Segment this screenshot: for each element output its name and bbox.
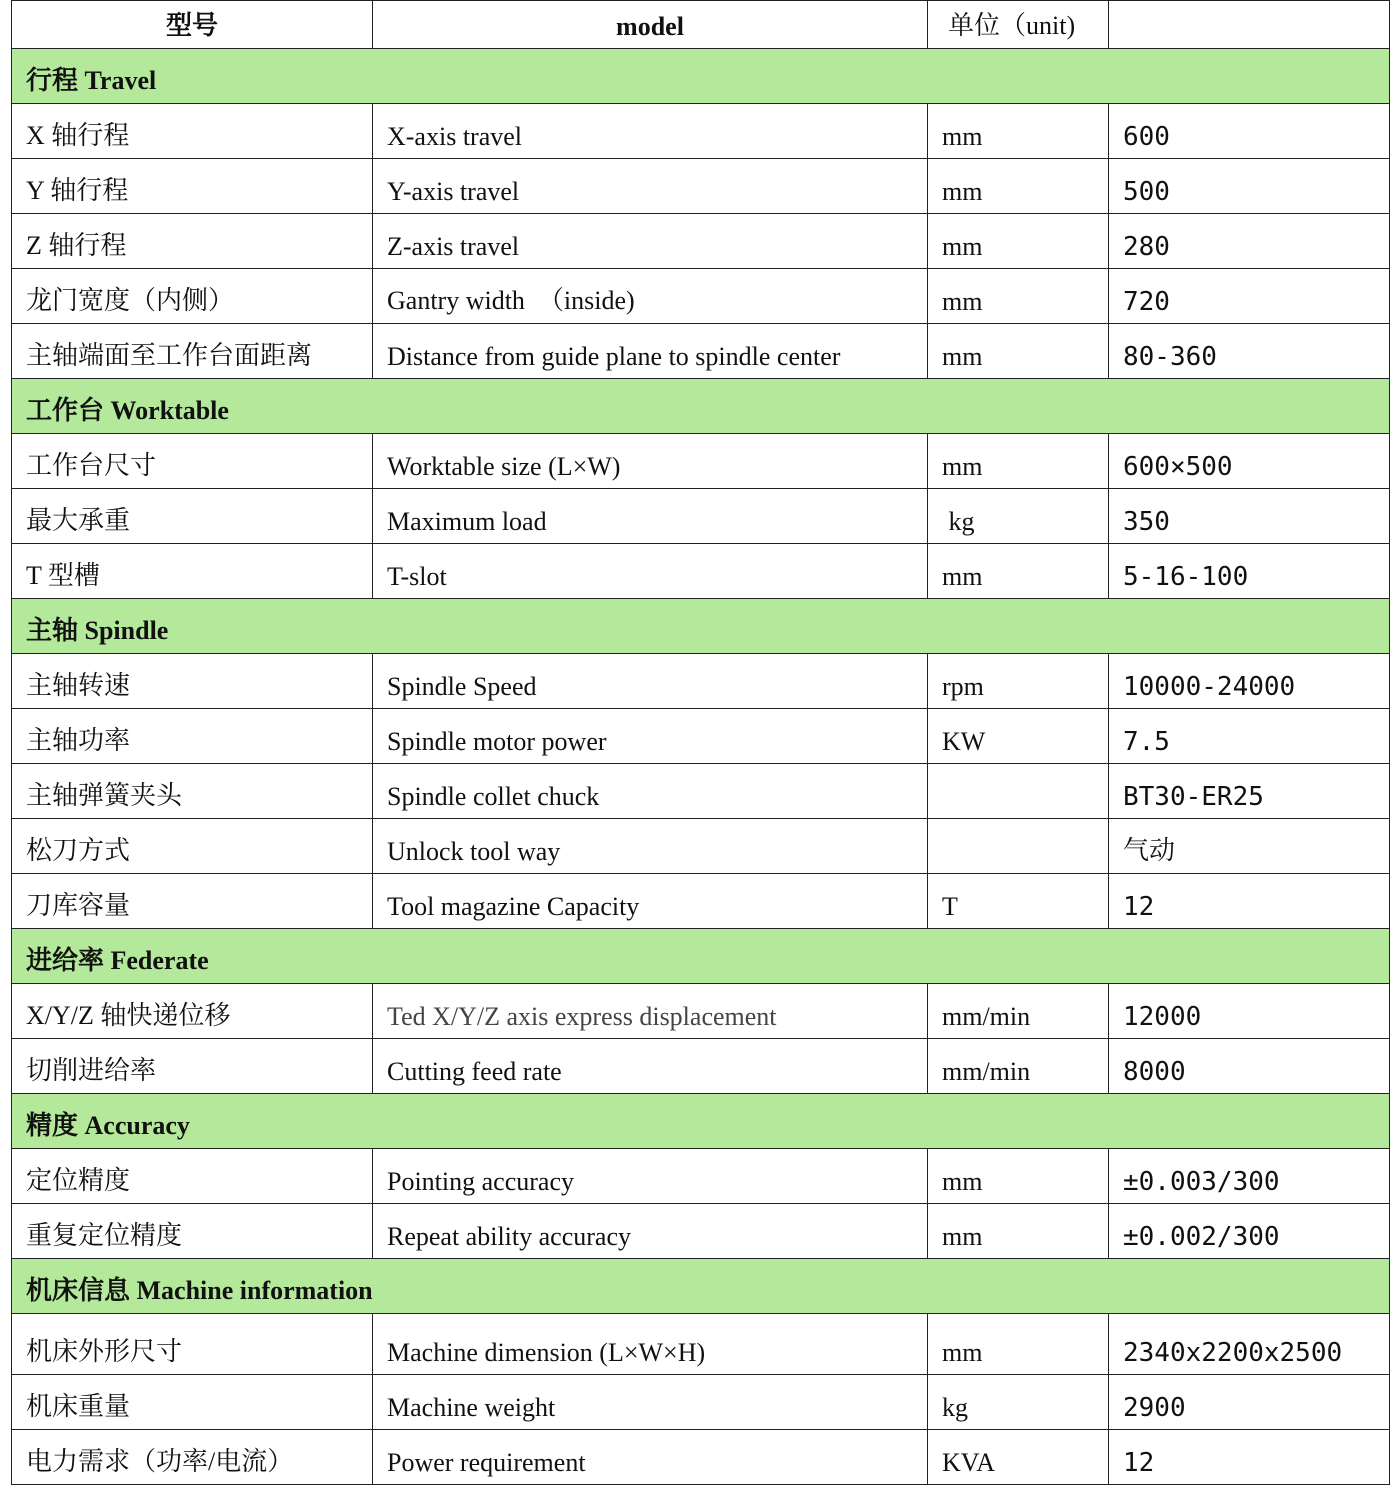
cell-value: 12 xyxy=(1109,874,1390,929)
cell-en: Tool magazine Capacity xyxy=(373,874,928,929)
table-row xyxy=(12,214,1390,269)
cell-value: 7.5 xyxy=(1109,709,1390,764)
cell-value: 350 xyxy=(1109,489,1390,544)
table-row xyxy=(12,709,1390,764)
cell-cn: X/Y/Z 轴快递位移 xyxy=(12,984,373,1039)
cell-cn: 主轴端面至工作台面距离 xyxy=(12,324,373,379)
cell-en: Maximum load xyxy=(373,489,928,544)
cell-unit: mm xyxy=(928,214,1109,269)
table-row xyxy=(12,819,1390,874)
cell-unit: T xyxy=(928,874,1109,929)
cell-value: 2340x2200x2500 xyxy=(1109,1314,1390,1375)
table-row xyxy=(12,104,1390,159)
cell-en: Power requirement xyxy=(373,1430,928,1485)
cell-en: Spindle collet chuck xyxy=(373,764,928,819)
cell-en: Spindle Speed xyxy=(373,654,928,709)
cell-value: 600×500 xyxy=(1109,434,1390,489)
table-row xyxy=(12,1375,1390,1430)
table-row xyxy=(12,269,1390,324)
table-row xyxy=(12,544,1390,599)
section-title: 主轴 Spindle xyxy=(12,599,1390,654)
table-row xyxy=(12,489,1390,544)
section-title: 精度 Accuracy xyxy=(12,1094,1390,1149)
table-row xyxy=(12,324,1390,379)
table-row xyxy=(12,654,1390,709)
cell-en: Ted X/Y/Z axis express displacement xyxy=(373,984,928,1039)
cell-unit: rpm xyxy=(928,654,1109,709)
section-title: 工作台 Worktable xyxy=(12,379,1390,434)
table-row xyxy=(12,1430,1390,1485)
header-model-cn: 型号 xyxy=(12,1,373,49)
cell-cn: 龙门宽度（内侧） xyxy=(12,269,373,324)
section-row-accuracy xyxy=(12,1094,1390,1149)
cell-unit: mm xyxy=(928,159,1109,214)
table-row xyxy=(12,1039,1390,1094)
cell-cn: 松刀方式 xyxy=(12,819,373,874)
cell-cn: T 型槽 xyxy=(12,544,373,599)
spec-table xyxy=(11,0,1390,1485)
table-row xyxy=(12,1314,1390,1375)
cell-value: 12000 xyxy=(1109,984,1390,1039)
section-row-travel xyxy=(12,49,1390,104)
header-row xyxy=(12,1,1390,49)
cell-en: Spindle motor power xyxy=(373,709,928,764)
cell-value: 280 xyxy=(1109,214,1390,269)
cell-en: Cutting feed rate xyxy=(373,1039,928,1094)
cell-en: Pointing accuracy xyxy=(373,1149,928,1204)
cell-unit: KW xyxy=(928,709,1109,764)
cell-unit: mm/min xyxy=(928,1039,1109,1094)
section-title: 行程 Travel xyxy=(12,49,1390,104)
cell-unit: mm xyxy=(928,1314,1109,1375)
cell-cn: 电力需求（功率/电流） xyxy=(12,1430,373,1485)
cell-unit xyxy=(928,764,1109,819)
cell-unit: kg xyxy=(928,489,1109,544)
table-row xyxy=(12,764,1390,819)
cell-cn: 最大承重 xyxy=(12,489,373,544)
cell-unit: mm xyxy=(928,269,1109,324)
table-row xyxy=(12,874,1390,929)
table-row xyxy=(12,1204,1390,1259)
cell-cn: 刀库容量 xyxy=(12,874,373,929)
cell-unit: mm xyxy=(928,434,1109,489)
cell-en: Machine weight xyxy=(373,1375,928,1430)
cell-cn: Y 轴行程 xyxy=(12,159,373,214)
section-row-federate xyxy=(12,929,1390,984)
cell-value: 10000-24000 xyxy=(1109,654,1390,709)
cell-value: 气动 xyxy=(1109,819,1390,874)
cell-cn: 主轴功率 xyxy=(12,709,373,764)
cell-en: Distance from guide plane to spindle center xyxy=(373,324,928,379)
cell-value: 720 xyxy=(1109,269,1390,324)
cell-unit: mm xyxy=(928,324,1109,379)
table-row xyxy=(12,159,1390,214)
section-title: 进给率 Federate xyxy=(12,929,1390,984)
header-value xyxy=(1109,1,1390,49)
cell-value: 600 xyxy=(1109,104,1390,159)
cell-value: 80-360 xyxy=(1109,324,1390,379)
cell-en: Z-axis travel xyxy=(373,214,928,269)
section-row-worktable xyxy=(12,379,1390,434)
section-title: 机床信息 Machine information xyxy=(12,1259,1390,1314)
cell-en: Machine dimension (L×W×H) xyxy=(373,1314,928,1375)
cell-value: 8000 xyxy=(1109,1039,1390,1094)
cell-unit: mm/min xyxy=(928,984,1109,1039)
cell-unit xyxy=(928,819,1109,874)
cell-cn: X 轴行程 xyxy=(12,104,373,159)
cell-en: Y-axis travel xyxy=(373,159,928,214)
cell-value: ±0.003/300 xyxy=(1109,1149,1390,1204)
table-row xyxy=(12,434,1390,489)
cell-unit: mm xyxy=(928,104,1109,159)
cell-en: T-slot xyxy=(373,544,928,599)
section-row-spindle xyxy=(12,599,1390,654)
table-row xyxy=(12,984,1390,1039)
cell-value: 5-16-100 xyxy=(1109,544,1390,599)
cell-en: X-axis travel xyxy=(373,104,928,159)
cell-unit: mm xyxy=(928,1149,1109,1204)
cell-cn: 切削进给率 xyxy=(12,1039,373,1094)
cell-cn: 主轴弹簧夹头 xyxy=(12,764,373,819)
section-row-machine-information xyxy=(12,1259,1390,1314)
cell-cn: 重复定位精度 xyxy=(12,1204,373,1259)
cell-unit: KVA xyxy=(928,1430,1109,1485)
cell-cn: 机床重量 xyxy=(12,1375,373,1430)
cell-value: 12 xyxy=(1109,1430,1390,1485)
cell-en: Repeat ability accuracy xyxy=(373,1204,928,1259)
cell-unit: kg xyxy=(928,1375,1109,1430)
cell-unit: mm xyxy=(928,1204,1109,1259)
cell-en: Unlock tool way xyxy=(373,819,928,874)
cell-value: BT30-ER25 xyxy=(1109,764,1390,819)
cell-cn: 主轴转速 xyxy=(12,654,373,709)
table-row xyxy=(12,1149,1390,1204)
cell-value: ±0.002/300 xyxy=(1109,1204,1390,1259)
cell-en: Worktable size (L×W) xyxy=(373,434,928,489)
cell-cn: 工作台尺寸 xyxy=(12,434,373,489)
cell-en: Gantry width （inside) xyxy=(373,269,928,324)
cell-cn: 机床外形尺寸 xyxy=(12,1314,373,1375)
cell-unit: mm xyxy=(928,544,1109,599)
cell-cn: Z 轴行程 xyxy=(12,214,373,269)
header-unit: 单位（unit) xyxy=(928,1,1109,49)
cell-value: 500 xyxy=(1109,159,1390,214)
header-model-en: model xyxy=(373,1,928,49)
cell-cn: 定位精度 xyxy=(12,1149,373,1204)
cell-value: 2900 xyxy=(1109,1375,1390,1430)
